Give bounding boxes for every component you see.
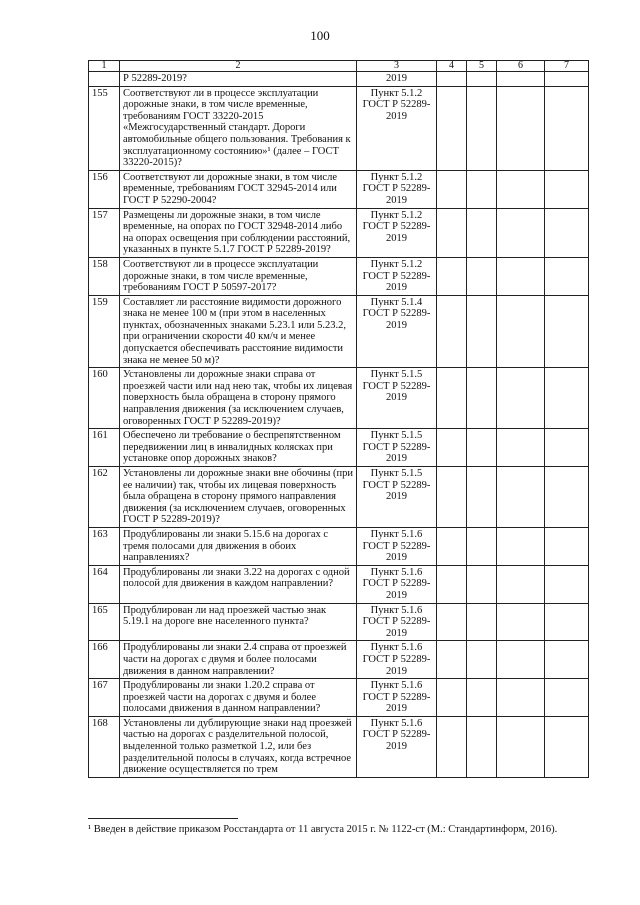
answer-cell-7 — [545, 565, 589, 603]
table-row — [89, 603, 589, 641]
answer-cell-6 — [497, 679, 545, 717]
answer-cell-5 — [467, 208, 497, 257]
answer-cell-4 — [437, 716, 467, 777]
table-row — [89, 257, 589, 295]
row-number-cell: 157 — [89, 208, 120, 257]
answer-cell-4 — [437, 72, 467, 87]
answer-cell-4 — [437, 679, 467, 717]
answer-cell-5 — [467, 295, 497, 368]
answer-cell-7 — [545, 170, 589, 208]
table-header-row — [89, 61, 589, 72]
column-header: 2 — [120, 61, 357, 72]
table-body — [89, 72, 589, 778]
reference-cell: Пункт 5.1.5 ГОСТ Р 52289-2019 — [357, 368, 437, 429]
answer-cell-7 — [545, 86, 589, 170]
column-header: 5 — [467, 61, 497, 72]
answer-cell-7 — [545, 716, 589, 777]
answer-cell-7 — [545, 295, 589, 368]
footnote: ¹ Введен в действие приказом Росстандарта от 11 августа 2015 г. № 1122-ст (М.: Стандартинформ, 2016). — [88, 824, 558, 835]
answer-cell-7 — [545, 603, 589, 641]
question-cell: Продублированы ли знаки 2.4 справа от проезжей части на дорогах с двумя и более полосами движения в данном направлении? — [120, 641, 357, 679]
table-row — [89, 170, 589, 208]
answer-cell-6 — [497, 429, 545, 467]
answer-cell-4 — [437, 170, 467, 208]
answer-cell-7 — [545, 527, 589, 565]
table-row — [89, 527, 589, 565]
answer-cell-6 — [497, 641, 545, 679]
answer-cell-6 — [497, 170, 545, 208]
reference-cell: Пункт 5.1.5 ГОСТ Р 52289-2019 — [357, 429, 437, 467]
question-cell: Продублированы ли знаки 5.15.6 на дорогах с тремя полосами для движения в обоих направлениях? — [120, 527, 357, 565]
answer-cell-7 — [545, 679, 589, 717]
answer-cell-4 — [437, 368, 467, 429]
answer-cell-7 — [545, 208, 589, 257]
table-row — [89, 86, 589, 170]
column-header: 6 — [497, 61, 545, 72]
question-cell: Размещены ли дорожные знаки, в том числе временные, на опорах по ГОСТ 32948-2014 либо на опорах освещения при соблюдении расстояний, указанных в пункте 5.1.7 ГОСТ Р 52289-2019? — [120, 208, 357, 257]
column-header: 4 — [437, 61, 467, 72]
answer-cell-7 — [545, 72, 589, 87]
reference-cell: Пункт 5.1.6 ГОСТ Р 52289-2019 — [357, 641, 437, 679]
answer-cell-4 — [437, 565, 467, 603]
answer-cell-5 — [467, 72, 497, 87]
reference-cell: Пункт 5.1.6 ГОСТ Р 52289-2019 — [357, 716, 437, 777]
answer-cell-5 — [467, 527, 497, 565]
row-number-cell: 166 — [89, 641, 120, 679]
answer-cell-6 — [497, 603, 545, 641]
answer-cell-5 — [467, 603, 497, 641]
answer-cell-4 — [437, 429, 467, 467]
row-number-cell: 168 — [89, 716, 120, 777]
answer-cell-5 — [467, 368, 497, 429]
reference-cell: Пункт 5.1.4 ГОСТ Р 52289-2019 — [357, 295, 437, 368]
table-row — [89, 641, 589, 679]
row-number-cell: 162 — [89, 467, 120, 528]
table-row — [89, 467, 589, 528]
answer-cell-5 — [467, 257, 497, 295]
question-cell: Установлены ли дублирующие знаки над проезжей частью на дорогах с разделительной полосой, выделенной только разметкой 1.2, или без разделительной полосы в случаях, когда встречное движение осуществляется по трем — [120, 716, 357, 777]
table-row — [89, 565, 589, 603]
answer-cell-5 — [467, 641, 497, 679]
answer-cell-5 — [467, 429, 497, 467]
answer-cell-7 — [545, 467, 589, 528]
column-header: 7 — [545, 61, 589, 72]
row-number-cell: 163 — [89, 527, 120, 565]
reference-cell: Пункт 5.1.2 ГОСТ Р 52289-2019 — [357, 86, 437, 170]
question-cell: Обеспечено ли требование о беспрепятственном передвижении лиц в инвалидных колясках при установке опор дорожных знаков? — [120, 429, 357, 467]
question-cell: Установлены ли дорожные знаки вне обочины (при ее наличии) так, чтобы их лицевая поверхность была обращена в сторону прямого направления движения (за исключением случаев, оговоренных ГОСТ Р 52289-2019)? — [120, 467, 357, 528]
answer-cell-4 — [437, 467, 467, 528]
reference-cell: Пункт 5.1.6 ГОСТ Р 52289-2019 — [357, 565, 437, 603]
row-number-cell: 161 — [89, 429, 120, 467]
answer-cell-5 — [467, 565, 497, 603]
answer-cell-5 — [467, 86, 497, 170]
reference-cell: Пункт 5.1.6 ГОСТ Р 52289-2019 — [357, 603, 437, 641]
answer-cell-4 — [437, 527, 467, 565]
footnote-divider — [88, 818, 238, 819]
row-number-cell: 156 — [89, 170, 120, 208]
answer-cell-4 — [437, 208, 467, 257]
answer-cell-7 — [545, 368, 589, 429]
reference-cell: Пункт 5.1.5 ГОСТ Р 52289-2019 — [357, 467, 437, 528]
answer-cell-5 — [467, 170, 497, 208]
row-number-cell: 167 — [89, 679, 120, 717]
answer-cell-6 — [497, 716, 545, 777]
question-cell: Продублированы ли знаки 3.22 на дорогах с одной полосой для движения в каждом направлении? — [120, 565, 357, 603]
reference-cell: Пункт 5.1.2 ГОСТ Р 52289-2019 — [357, 170, 437, 208]
question-cell: Соответствуют ли дорожные знаки, в том числе временные, требованиям ГОСТ 32945-2014 или ГОСТ Р 52290-2004? — [120, 170, 357, 208]
column-header: 3 — [357, 61, 437, 72]
answer-cell-6 — [497, 368, 545, 429]
row-number-cell: 160 — [89, 368, 120, 429]
answer-cell-5 — [467, 716, 497, 777]
table-row — [89, 208, 589, 257]
table-row — [89, 72, 589, 87]
answer-cell-7 — [545, 641, 589, 679]
row-number-cell: 158 — [89, 257, 120, 295]
answer-cell-7 — [545, 257, 589, 295]
table-row — [89, 368, 589, 429]
answer-cell-7 — [545, 429, 589, 467]
reference-cell: Пункт 5.1.6 ГОСТ Р 52289-2019 — [357, 679, 437, 717]
answer-cell-6 — [497, 257, 545, 295]
column-header: 1 — [89, 61, 120, 72]
question-cell: Р 52289-2019? — [120, 72, 357, 87]
table-row — [89, 429, 589, 467]
answer-cell-5 — [467, 679, 497, 717]
question-cell: Продублирован ли над проезжей частью знак 5.19.1 на дороге вне населенного пункта? — [120, 603, 357, 641]
answer-cell-6 — [497, 565, 545, 603]
answer-cell-6 — [497, 295, 545, 368]
answer-cell-4 — [437, 86, 467, 170]
row-number-cell: 159 — [89, 295, 120, 368]
question-cell: Составляет ли расстояние видимости дорожного знака не менее 100 м (при этом в населенных пунктах, обозначенных знаками 5.23.1 или 5.23.2, при ограничении скорости 40 км/ч и менее допускается обеспечивать расстояние видимости знака не менее 50 м)? — [120, 295, 357, 368]
reference-cell: Пункт 5.1.6 ГОСТ Р 52289-2019 — [357, 527, 437, 565]
question-cell: Соответствуют ли в процессе эксплуатации дорожные знаки, в том числе временные, требованиям ГОСТ 33220-2015 «Межгосударственный стандарт. Дороги автомобильные общего пользования. Требования к эксплуатационному состоянию»¹ (далее – ГОСТ 33220-2015)? — [120, 86, 357, 170]
question-cell: Соответствуют ли в процессе эксплуатации дорожные знаки, в том числе временные, требованиям ГОСТ Р 50597-2017? — [120, 257, 357, 295]
page-number: 100 — [310, 28, 330, 43]
answer-cell-6 — [497, 527, 545, 565]
answer-cell-6 — [497, 467, 545, 528]
table-row — [89, 679, 589, 717]
answer-cell-4 — [437, 295, 467, 368]
question-cell: Установлены ли дорожные знаки справа от проезжей части или над нею так, чтобы их лицевая поверхность была обращена в сторону прямого направления движения (за исключением случаев, оговоренных ГОСТ Р 52289-2019)? — [120, 368, 357, 429]
answer-cell-6 — [497, 86, 545, 170]
checklist-table — [88, 60, 589, 778]
row-number-cell — [89, 72, 120, 87]
table-row — [89, 295, 589, 368]
reference-cell: 2019 — [357, 72, 437, 87]
answer-cell-6 — [497, 72, 545, 87]
question-cell: Продублированы ли знаки 1.20.2 справа от проезжей части на дорогах с двумя и более полосами движения в данном направлении? — [120, 679, 357, 717]
reference-cell: Пункт 5.1.2 ГОСТ Р 52289-2019 — [357, 257, 437, 295]
row-number-cell: 165 — [89, 603, 120, 641]
row-number-cell: 164 — [89, 565, 120, 603]
row-number-cell: 155 — [89, 86, 120, 170]
answer-cell-4 — [437, 257, 467, 295]
reference-cell: Пункт 5.1.2 ГОСТ Р 52289-2019 — [357, 208, 437, 257]
answer-cell-5 — [467, 467, 497, 528]
answer-cell-4 — [437, 603, 467, 641]
table-row — [89, 716, 589, 777]
answer-cell-6 — [497, 208, 545, 257]
answer-cell-4 — [437, 641, 467, 679]
